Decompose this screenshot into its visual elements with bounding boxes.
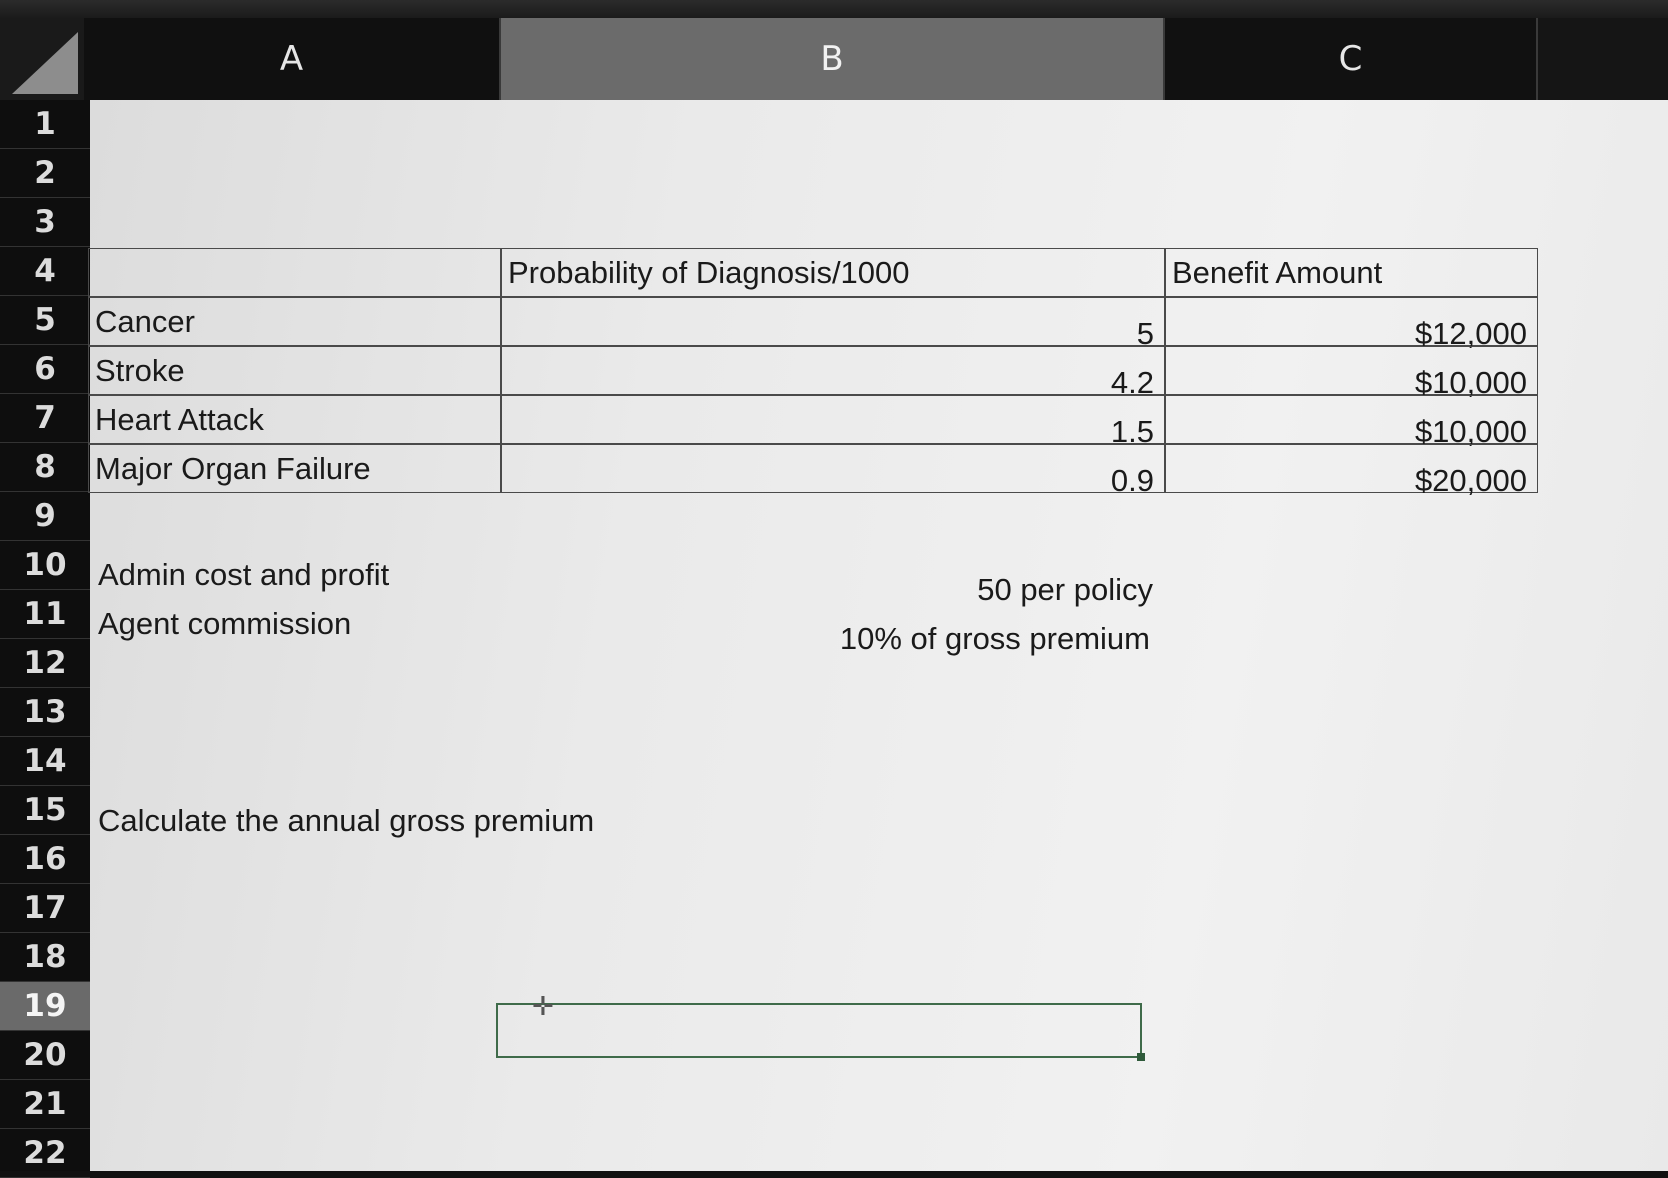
row-header-22[interactable]: 22 — [0, 1129, 90, 1178]
row-header-17[interactable]: 17 — [0, 884, 90, 933]
row-header-15[interactable]: 15 — [0, 786, 90, 835]
row-headers — [0, 100, 90, 1171]
column-header-a[interactable]: A — [84, 18, 501, 100]
cell-c4-header[interactable]: Benefit Amount — [1165, 248, 1538, 297]
row-header-9[interactable]: 9 — [0, 492, 90, 541]
fill-handle[interactable] — [1137, 1053, 1145, 1061]
row-header-14[interactable]: 14 — [0, 737, 90, 786]
cell-b11[interactable]: 10% of gross premium — [839, 621, 1150, 656]
cell-a8[interactable]: Major Organ Failure — [88, 444, 501, 493]
cell-c7[interactable]: $10,000 — [1165, 395, 1538, 444]
row-header-7[interactable]: 7 — [0, 394, 90, 443]
row-header-1[interactable]: 1 — [0, 100, 90, 149]
cell-b6[interactable]: 4.2 — [501, 346, 1165, 395]
row-header-2[interactable]: 2 — [0, 149, 90, 198]
row-header-16[interactable]: 16 — [0, 835, 90, 884]
row-header-18[interactable]: 18 — [0, 933, 90, 982]
cell-a15[interactable]: Calculate the annual gross premium — [98, 803, 595, 838]
row-header-19[interactable]: 19 — [0, 982, 90, 1031]
row-header-3[interactable]: 3 — [0, 198, 90, 247]
cell-a11[interactable]: Agent commission — [98, 606, 352, 641]
select-all-triangle-icon — [12, 32, 78, 94]
column-header-b[interactable]: B — [501, 18, 1165, 100]
window-top-strip — [0, 0, 1668, 18]
cell-c6[interactable]: $10,000 — [1165, 346, 1538, 395]
row-header-8[interactable]: 8 — [0, 443, 90, 492]
cell-b5[interactable]: 5 — [501, 297, 1165, 346]
row-header-10[interactable]: 10 — [0, 541, 90, 590]
row-header-4[interactable]: 4 — [0, 247, 90, 296]
cell-a4[interactable] — [88, 248, 501, 297]
cell-b10[interactable]: 50 per policy — [977, 572, 1153, 607]
cell-b7[interactable]: 1.5 — [501, 395, 1165, 444]
row-header-6[interactable]: 6 — [0, 345, 90, 394]
active-cell-selection[interactable] — [496, 1003, 1142, 1058]
row-header-12[interactable]: 12 — [0, 639, 90, 688]
row-header-21[interactable]: 21 — [0, 1080, 90, 1129]
cell-c5[interactable]: $12,000 — [1165, 297, 1538, 346]
cell-b4-header[interactable]: Probability of Diagnosis/1000 — [501, 248, 1165, 297]
cell-a10[interactable]: Admin cost and profit — [98, 557, 390, 592]
select-all-corner[interactable] — [0, 18, 84, 100]
row-header-5[interactable]: 5 — [0, 296, 90, 345]
row-header-13[interactable]: 13 — [0, 688, 90, 737]
cell-b8[interactable]: 0.9 — [501, 444, 1165, 493]
column-header-d[interactable] — [1538, 18, 1668, 100]
cell-a7[interactable]: Heart Attack — [88, 395, 501, 444]
cell-a5[interactable]: Cancer — [88, 297, 501, 346]
row-header-11[interactable]: 11 — [0, 590, 90, 639]
row-header-20[interactable]: 20 — [0, 1031, 90, 1080]
cross-cursor-icon: ✛ — [532, 992, 554, 1022]
cell-c8[interactable]: $20,000 — [1165, 444, 1538, 493]
cell-a6[interactable]: Stroke — [88, 346, 501, 395]
column-header-c[interactable]: C — [1165, 18, 1538, 100]
